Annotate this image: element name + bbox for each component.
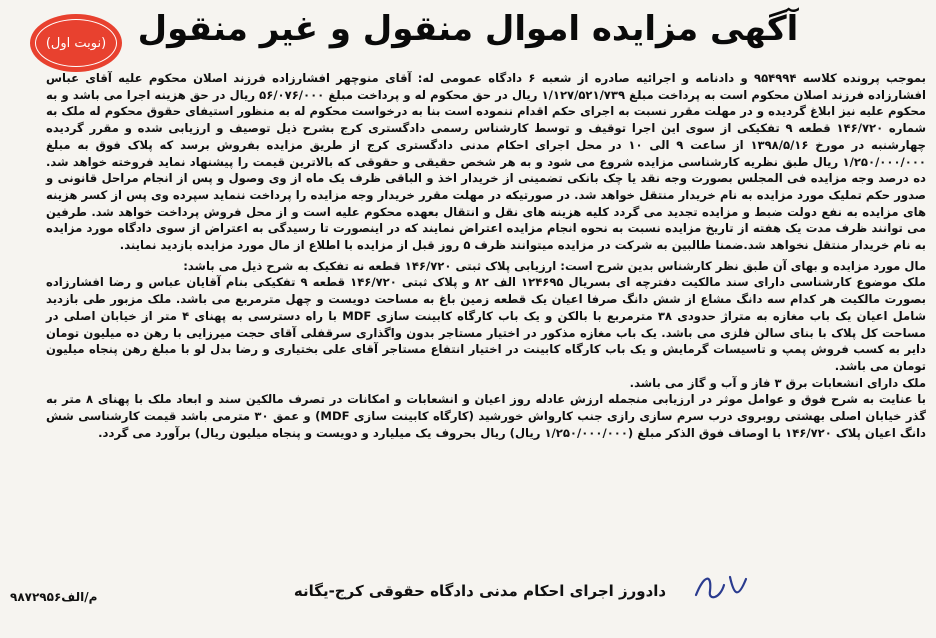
paragraph-property-description: ملک موضوع کارشناسی دارای سند مالکیت دفترچه ای بسریال ۱۲۴۶۹۵ الف ۸۲ و پلاک ثبتی ۱۴۶/۷۲۰ قطعه ۹ تفکیکی بنام آقایان عباس و رضا افشارزاده بصورت مالکیت هر کدام سه دانگ مشاع از شش دانگ صرفا اعیان یک قطعه زمین باغ به مساحت دویست و چهل مترمربع می باشد. ملک مزبور طی بازدید شامل اعیان یک باب مغازه به متراژ حدودی ۳۸ مترمربع با بالکن و یک باب کارگاه کابینت سازی MDF با راه دسترسی به پهنای ۴ متر از خیابان اصلی در مساحت کل پلاک با بنای سالن فلزی می باشد. یک باب مغازه مذکور در اختیار مستاجر بدون واگذاری سرقفلی آقای حجت میرزایی با رهن ده میلیون تومان دایر به کسب فروش پمپ و تاسیسات گرمایش و یک باب کارگاه کابینت در اختیار انتفاع مستاجر آقای علی بختیاری و رضا بدل لو با مبلغ رهن پنجاه میلیون تومان می باشد. — [46, 275, 926, 373]
paragraph-judgment: بموجب پرونده کلاسه ۹۵۴۹۹۴ و دادنامه و اجرائیه صادره از شعبه ۶ دادگاه عمومی له: آقای منوچهر افشارزاده فرزند اصلان محکوم علیه آقای عباس افشارزاده فرزند اصلان محکوم است به پرداخت مبلغ ۱/۱۲۷/۵۲۱/۷۳۹ ریال در حق محکوم له و پرداخت مبلغ ۵۶/۰۷۶/۰۰۰ ریال در حق هزینه اجرا می باشد و به محکوم علیه نیز ابلاغ گردیده و در مهلت مقرر نسبت به اجرای حکم اقدام ننموده است بنا به درخواست محکوم له به منظور استیفای حقوق محکوم له ملک به شماره ۱۴۶/۷۲۰ قطعه ۹ تفکیکی از سوی این اجرا توقیف و توسط کارشناس رسمی دادگستری کرج بشرح ذیل توصیف و ارزیابی شده و مقرر گردیده چهارشنبه در مورخ ۱۳۹۸/۵/۱۶ از ساعت ۹ الی ۱۰ در محل اجرای احکام مدنی دادگستری کرج از طریق مزایده بفروش برسد که پلاک فوق به مبلغ ۱/۲۵۰/۰۰۰/۰۰۰ ریال طبق نظریه کارشناسی مزایده شروع می شود و به هر شخص حقیقی و حقوقی که بالاترین قیمت را پیشنهاد نماید فروخته خواهد شد. ده درصد وجه مزایده فی المجلس بصورت وجه نقد یا چک بانکی تضمینی از خریدار اخذ و الباقی ظرف یک ماه از وی وصول و پس از انجام مراحل قانونی و صدور حکم تملیک مورد مزایده به نام خریدار منتقل خواهد شد. در صورتیکه در مهلت مقرر خریدار وجه مزایده را پرداخت ننماید سپرده وی پس از کسر هزینه های مزایده به نفع دولت ضبط و مزایده تجدید می گردد کلیه هزینه های نقل و انتقال بعهده محکوم علیه است و از محل فروش پرداخت خواهد شد. طرفین می توانند ظرف مدت یک هفته از تاریخ مزایده نسبت به نحوه انجام مزایده اعتراض نمایند که در اینصورت تا رسیدگی به اعتراض از سوی دادگاه مورد مزایده به نام خریدار منتقل نخواهد شد.ضمنا طالبین به شرکت در مزایده میتوانند ظرف ۵ روز قبل از مزایده با اطلاع از مال مورد مزایده بازدید نمایند. — [46, 71, 927, 253]
badge-label: (نوبت اول) — [35, 19, 117, 67]
paragraph-valuation-intro: مال مورد مزایده و بهای آن طبق نظر کارشناس بدین شرح است: ارزیابی پلاک ثبتی ۱۴۶/۷۲۰ قطعه نه تفکیک به شرح ذیل می باشد: — [183, 258, 926, 273]
paragraph-final-valuation: با عنایت به شرح فوق و عوامل موثر در ارزیابی منجمله ارزش عادله روز اعیان و انشعابات و امکانات در تصرف مالکین سند و ابعاد ملک با پهنای ۸ متر به گذر خیابان اصلی بهشتی روبروی درب سرم سازی رازی جنب کارواش خورشید (کارگاه کابینت سازی MDF) و عمق ۳۰ مترمی باشد قیمت کارشناسی شش دانگ اعیان پلاک ۱۴۶/۷۲۰ با اوصاف فوق الذکر مبلغ (۱/۲۵۰/۰۰۰/۰۰۰ ریال) ریال بحروف یک میلیارد و دویست و پنجاه میلیون ریال) برآورد می گردد. — [46, 392, 926, 440]
first-round-badge — [30, 14, 122, 72]
signature-line: دادورز اجرای احکام مدنی دادگاه حقوقی کرج-یگانه — [293, 582, 667, 600]
reference-number: م/الف۹۸۷۲۹۵۶ — [10, 590, 98, 604]
notice-title: آگهی مزایده اموال منقول و غیر منقول — [137, 9, 799, 49]
notice-body — [46, 70, 926, 441]
paragraph-utilities: ملک دارای انشعابات برق ۳ فاز و آب و گاز می باشد. — [629, 375, 926, 390]
